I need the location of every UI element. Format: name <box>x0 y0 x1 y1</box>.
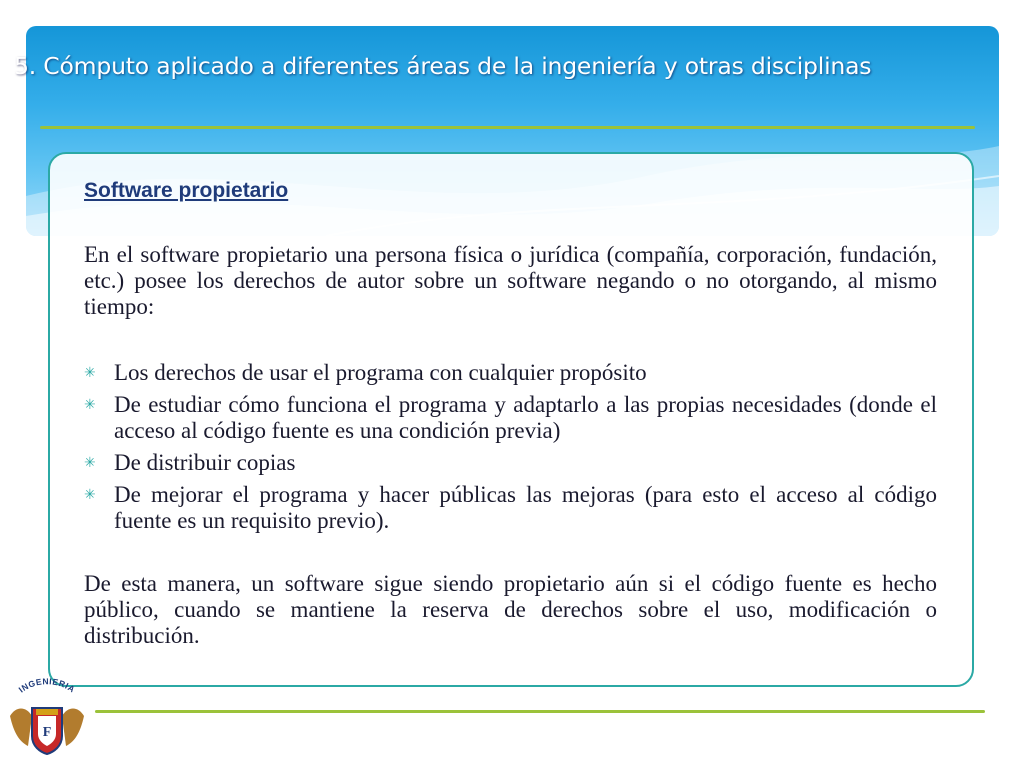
bullet-text: Los derechos de usar el programa con cualquier propósito <box>114 360 647 385</box>
asterisk-icon: ✳ <box>84 487 96 503</box>
bullet-list <box>84 360 937 534</box>
content-area <box>84 178 937 649</box>
bullet-item <box>84 360 937 386</box>
svg-text:F: F <box>42 725 52 740</box>
footer-rule <box>95 710 985 713</box>
section-subtitle: Software propietario <box>84 179 289 202</box>
bullet-text: De distribuir copias <box>114 450 296 475</box>
faculty-crest-icon <box>6 676 88 758</box>
bullet-item <box>84 482 937 534</box>
logo-text-path: INGENIERIA <box>16 676 78 695</box>
asterisk-icon: ✳ <box>84 397 96 413</box>
conclusion-paragraph: De esta manera, un software sigue siendo propietario aún si el código fuente es hecho público, cuando se mantiene la reserva de derechos sobre el uso, modificación o distribución. <box>84 571 937 648</box>
bullet-text: De mejorar el programa y hacer públicas las mejoras (para esto el acceso al código fuente es un requisito previo). <box>114 482 937 533</box>
intro-paragraph: En el software propietario una persona física o jurídica (compañía, corporación, fundación, etc.) posee los derechos de autor sobre un software negando o no otorgando, al mismo tiempo: <box>84 242 937 319</box>
bullet-text: De estudiar cómo funciona el programa y adaptarlo a las propias necesidades (donde el acceso al código fuente es una condición previa) <box>114 392 937 443</box>
slide-title: 5. Cómputo aplicado a diferentes áreas de la ingeniería y otras disciplinas <box>14 52 872 80</box>
asterisk-icon: ✳ <box>84 455 96 471</box>
logo-text <box>17 676 78 694</box>
title-underline <box>40 126 975 129</box>
asterisk-icon: ✳ <box>84 365 96 381</box>
bullet-item <box>84 450 937 476</box>
bullet-item <box>84 392 937 444</box>
